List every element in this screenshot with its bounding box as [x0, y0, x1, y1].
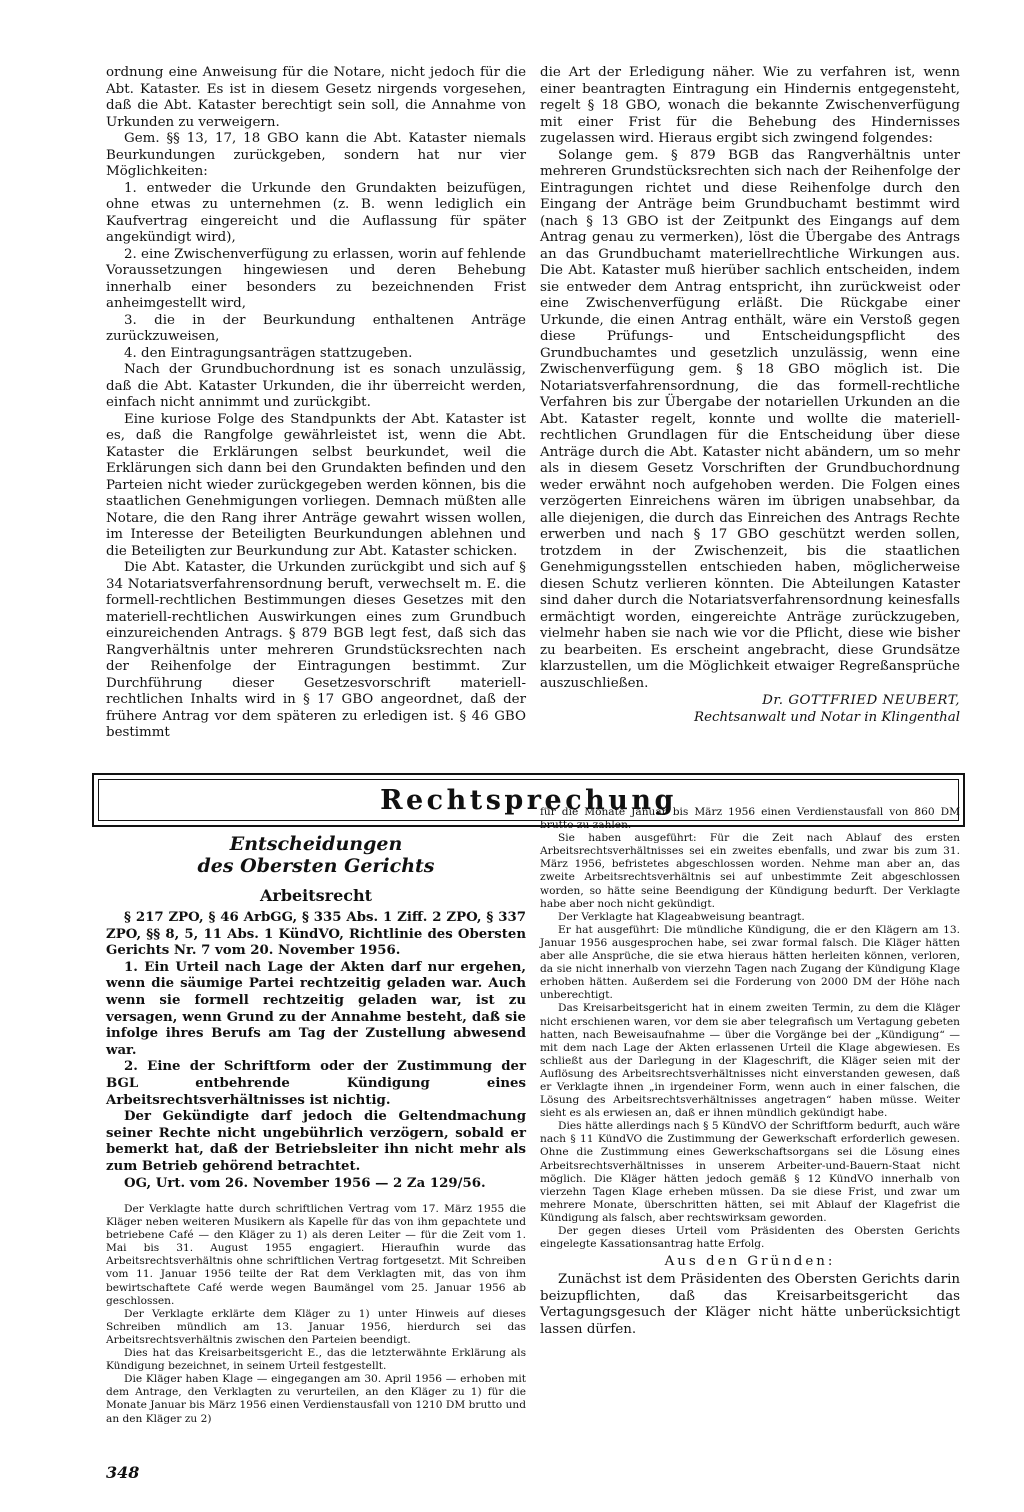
- section-heading-line: Entscheidungen: [229, 833, 403, 855]
- paragraph: Sie haben ausgeführt: Für die Zeit nach Ablauf des ersten Arbeitsrechtsverhältnisses sei ein zweites ebenfalls, und zwar bis zum 31. März 1956, befristetes abgeschlossen worden. Nehme man aber an, das zweite Arbeitsrechtsverhältnis sei auf unbestimmte Zeit abgeschlossen worden, so hätte seine Beendigung der Kündigung bedurft. Der Verklagte habe aber noch nicht gekündigt.: [540, 832, 960, 910]
- case-headnote: [106, 910, 526, 1192]
- paragraph: Die Kläger haben Klage — eingegangen am 30. April 1956 — erhoben mit dem Antrage, den Verklagten zu verurteilen, an den Kläger zu 1) für die Monate Januar bis März 1956 einen Verdienstausfall von 1210 DM brutto und an den Kläger zu 2): [106, 1373, 526, 1425]
- paragraph: Nach der Grundbuchordnung ist es sonach unzulässig, daß die Abt. Kataster Urkunden, die ihr überreicht werden, einfach nicht annimmt und zurückgibt.: [106, 362, 526, 410]
- paragraph: Der gegen dieses Urteil vom Präsidenten des Obersten Gerichts eingelegte Kassationsantrag hatte Erfolg.: [540, 1225, 960, 1251]
- paragraph: 4. den Eintragungsanträgen stattzugeben.: [124, 345, 413, 361]
- paragraph: Der Verklagte hatte durch schriftlichen Vertrag vom 17. März 1955 die Kläger neben weiteren Musikern als Kapelle für das von ihm gepachtete und betriebene Café — den Kläger zu 1) als deren Leiter — für die Zeit vom 1. Mai bis 31. August 1955 engagiert. Hieraufhin wurde das Arbeitsrechtsverhältnis ohne schriftlichen Vertrag fortgesetzt. Mit Schreiben vom 11. Januar 1956 teilte der Rat dem Verklagten mit, das von ihm bewirtschaftete Café werde wegen Baumängel vom 25. Januar 1956 ab geschlossen.: [106, 1203, 526, 1307]
- paragraph: 2. eine Zwischenverfügung zu erlassen, worin auf fehlende Voraussetzungen hingewiesen und deren Behebung innerhalb einer besonders zu bezeichnenden Frist anheimgestellt wird,: [106, 246, 526, 311]
- banner-title: Rechtsprechung: [380, 785, 677, 816]
- case-facts-right: [540, 806, 960, 1339]
- statute-citation: § 217 ZPO, § 46 ArbGG, § 335 Abs. 1 Ziff. 2 ZPO, § 337 ZPO, §§ 8, 5, 11 Abs. 1 KündVO, Richtlinie des Obersten Gerichts Nr. 7 vom 20. November 1956.: [106, 910, 526, 959]
- paragraph: Dies hat das Kreisarbeitsgericht E., das die letzterwähnte Erklärung als Kündigung bezeichnet, in seinem Urteil festgestellt.: [106, 1347, 526, 1373]
- headnote-paragraph: 1. Ein Urteil nach Lage der Akten darf nur ergehen, wenn die säumige Partei rechtzeitig geladen war. Auch wenn sie formell rechtzeitig geladen war, ist zu versagen, wenn Grund zu der Annahme besteht, daß sie infolge ihres Berufs am Tag der Zustellung abwesend war.: [106, 959, 526, 1058]
- article-column-right: [540, 65, 960, 726]
- article-column-left: [106, 65, 526, 742]
- author-signature: [540, 692, 960, 726]
- paragraph: für die Monate Januar bis März 1956 einen Verdienstausfall von 860 DM brutto zu zahlen.: [540, 806, 960, 832]
- paragraph: Die Abt. Kataster, die Urkunden zurückgibt und sich auf § 34 Notariatsverfahrensordnung beruft, verwechselt m. E. die formell-rechtlichen Bestimmungen dieses Gesetzes mit den materiell-rechtlichen Auswirkungen eines zum Grundbuch einzureichenden Antrags. § 879 BGB legt fest, daß sich das Rangverhältnis unter mehreren Grundstücksrechten nach der Reihenfolge der Eintragungen bestimmt. Zur Durchführung dieser Gesetzesvorschrift materiell-rechtlichen Inhalts wird in § 17 GBO angeordnet, daß der frühere Antrag vor dem späteren zu erledigen ist. § 46 GBO bestimmt: [106, 560, 526, 740]
- grounds-heading: Aus den Gründen:: [664, 1254, 836, 1270]
- paragraph: Der Verklagte erklärte dem Kläger zu 1) unter Hinweis auf dieses Schreiben mündlich am 13. Januar 1956, hierdurch sei das Arbeitsrechtsverhältnis zwischen den Parteien beendigt.: [106, 1307, 526, 1346]
- section-heading-line: des Obersten Gerichts: [197, 855, 435, 877]
- case-reference: OG, Urt. vom 26. November 1956 — 2 Za 129/56.: [124, 1175, 486, 1191]
- case-facts-left: [106, 1203, 526, 1426]
- paragraph: 1. entweder die Urkunde den Grundakten beizufügen, ohne etwas zu unternehmen (z. B. wenn lediglich ein Kaufvertrag eingereicht und die Auflassung für später angekündigt wird),: [106, 180, 526, 245]
- paragraph: Gem. §§ 13, 17, 18 GBO kann die Abt. Kataster niemals Beurkundungen zurückgeben, sondern hat nur vier Möglichkeiten:: [106, 131, 526, 179]
- section-heading: [106, 833, 526, 877]
- author-title: Rechtsanwalt und Notar in Klingenthal: [694, 710, 960, 725]
- paragraph: Solange gem. § 879 BGB das Rangverhältnis unter mehreren Grundstücksrechten sich nach der Reihenfolge der Eintragungen richtet und diese Reihenfolge durch den Eingang der Anträge beim Grundbuchamt bestimmt wird (nach § 13 GBO ist der Zeitpunkt des Eingangs auf dem Antrag genau zu vermerken), löst die Übergabe des Antrags an das Grundbuchamt materiellrechtliche Wirkungen aus. Die Abt. Kataster muß hierüber sachlich entscheiden, indem sie entweder dem Antrag entspricht, ihn zurückweist oder eine Zwischenverfügung erläßt. Die Rückgabe einer Urkunde, die einen Antrag enthält, wäre ein Verstoß gegen diese Prüfungs- und Entscheidungspflicht des Grundbuchamtes und gesetzlich unzulässig, wenn eine Zwischenverfügung gem. § 18 GBO möglich ist. Die Notariatsverfahrensordnung, die das formell-rechtliche Verfahren bis zur Übergabe der notariellen Urkunden an die Abt. Kataster regelt, konnte und wollte die materiell-rechtlichen Grundlagen für die Entscheidung über diese Anträge durch die Abt. Kataster nicht abändern, um so mehr als in diesem Gesetz Vorschriften der Grundbuchordnung weder erwähnt noch aufgehoben werden. Die Folgen eines verzögerten Einreichens wären im übrigen unabsehbar, da alle diejenigen, die durch das Einreichen des Antrags Rechte erwerben und nach § 17 GBO geschützt werden sollen, trotzdem in der Zwischenzeit, bis die staatlichen Genehmigungsstellen entschieden haben, möglicherweise diesen Schutz verlieren könnten. Die Abteilungen Kataster sind daher durch die Notariatsverfahrensordnung keinesfalls ermächtigt worden, eingereichte Anträge zurückzugeben, vielmehr haben sie nach wie vor die Pflicht, diese wie bisher zu bearbeiten. Es erscheint angebracht, diese Grundsätze klarzustellen, um die Möglichkeit etwaiger Regreßansprüche auszuschließen.: [540, 147, 960, 691]
- paragraph: ordnung eine Anweisung für die Notare, nicht jedoch für die Abt. Kataster. Es ist in diesem Gesetz nirgends vorgesehen, daß die Abt. Kataster berechtigt sein soll, die Annahme von Urkunden zu verweigern.: [106, 65, 526, 130]
- paragraph: Der Verklagte hat Klageabweisung beantragt.: [558, 910, 805, 923]
- paragraph: 3. die in der Beurkundung enthaltenen Anträge zurückzuweisen,: [106, 312, 526, 344]
- paragraph: Das Kreisarbeitsgericht hat in einem zweiten Termin, zu dem die Kläger nicht erschienen waren, vor dem sie aber telegrafisch um Vertagung gebeten hatten, nach Beweisaufnahme — über die Vorgänge bei der „Kündigung“ — mit dem nach Lage der Akten erlassenen Urteil die Klage abgewiesen. Es schließt aus der Darlegung in der Klageschrift, die Kläger seien mit der Auflösung des Arbeitsrechtsverhältnisses nicht einverstanden gewesen, daß er Verklagte ihnen „in irgendeiner Form, wenn auch in einer falschen, die Lösung des Arbeitsrechtsverhältnisses angetragen“ haben müsse. Weiter sieht es als erwiesen an, daß er ihnen mündlich gekündigt habe.: [540, 1002, 960, 1120]
- paragraph: Zunächst ist dem Präsidenten des Obersten Gerichts darin beizupflichten, daß das Kreisarbeitsgericht das Vertagungsgesuch der Kläger nicht hätte unberücksichtigt lassen dürfen.: [540, 1272, 960, 1337]
- paragraph: die Art der Erledigung näher. Wie zu verfahren ist, wenn einer beantragten Eintragung ein Hindernis entgegensteht, regelt § 18 GBO, wonach die bekannte Zwischenverfügung mit einer Frist für die Behebung des Hindernisses zugelassen wird. Hieraus ergibt sich zwingend folgendes:: [540, 65, 960, 146]
- headnote-paragraph: 2. Eine der Schriftform oder der Zustimmung der BGL entbehrende Kündigung eines Arbeitsrechtsverhältnisses ist nichtig.: [106, 1059, 526, 1108]
- headnote-paragraph: Der Gekündigte darf jedoch die Geltendmachung seiner Rechte nicht ungebührlich verzögern, sobald er bemerkt hat, daß der Betriebsleiter ihn nicht mehr als zum Betrieb gehörend betrachtet.: [106, 1109, 526, 1174]
- page-number: 348: [106, 1463, 140, 1482]
- paragraph: Er hat ausgeführt: Die mündliche Kündigung, die er den Klägern am 13. Januar 1956 ausgesprochen habe, sei zwar formal falsch. Die Kläger hätten aber alle Ansprüche, die sie etwa hieraus hätten herleiten können, verloren, da sie nicht innerhalb von vierzehn Tagen nach Zugang der Kündigung Klage erhoben hätten. Außerdem sei die Forderung von 2000 DM der Höhe nach unberechtigt.: [540, 923, 960, 1002]
- author-name: Dr. GOTTFRIED NEUBERT,: [762, 693, 960, 708]
- subsection-heading: Arbeitsrecht: [259, 886, 373, 905]
- paragraph: Dies hätte allerdings nach § 5 KündVO der Schriftform bedurft, auch wäre nach § 11 KündVO die Zustimmung der Gewerkschaft erforderlich gewesen. Ohne die Zustimmung eines Gewerkschaftsorgans sei die Lösung eines Arbeitsrechtsverhältnisses in unserem Arbeiter-und-Bauern-Staat nicht möglich. Die Kläger hätten jedoch gemäß § 12 KündVO innerhalb von vierzehn Tagen Klage erheben müssen. Da sie diese Frist, und zwar um mehrere Monate, überschritten hätten, sei mit Ablauf der Klagefrist die Kündigung als falsch, aber rechtswirksam geworden.: [540, 1120, 960, 1224]
- paragraph: Eine kuriose Folge des Standpunkts der Abt. Kataster ist es, daß die Rangfolge gewährleistet ist, wenn die Abt. Kataster die Erklärungen selbst beurkundet, weil die Erklärungen sich dann bei den Grundakten befinden und den Parteien nicht wieder zurückgegeben werden können, bis die staatlichen Genehmigungen vorliegen. Demnach müßten alle Notare, die den Rang ihrer Anträge gewahrt wissen wollen, im Interesse der Beteiligten Beurkundungen ablehnen und die Beteiligten zur Beurkundung zur Abt. Kataster schicken.: [106, 411, 526, 559]
